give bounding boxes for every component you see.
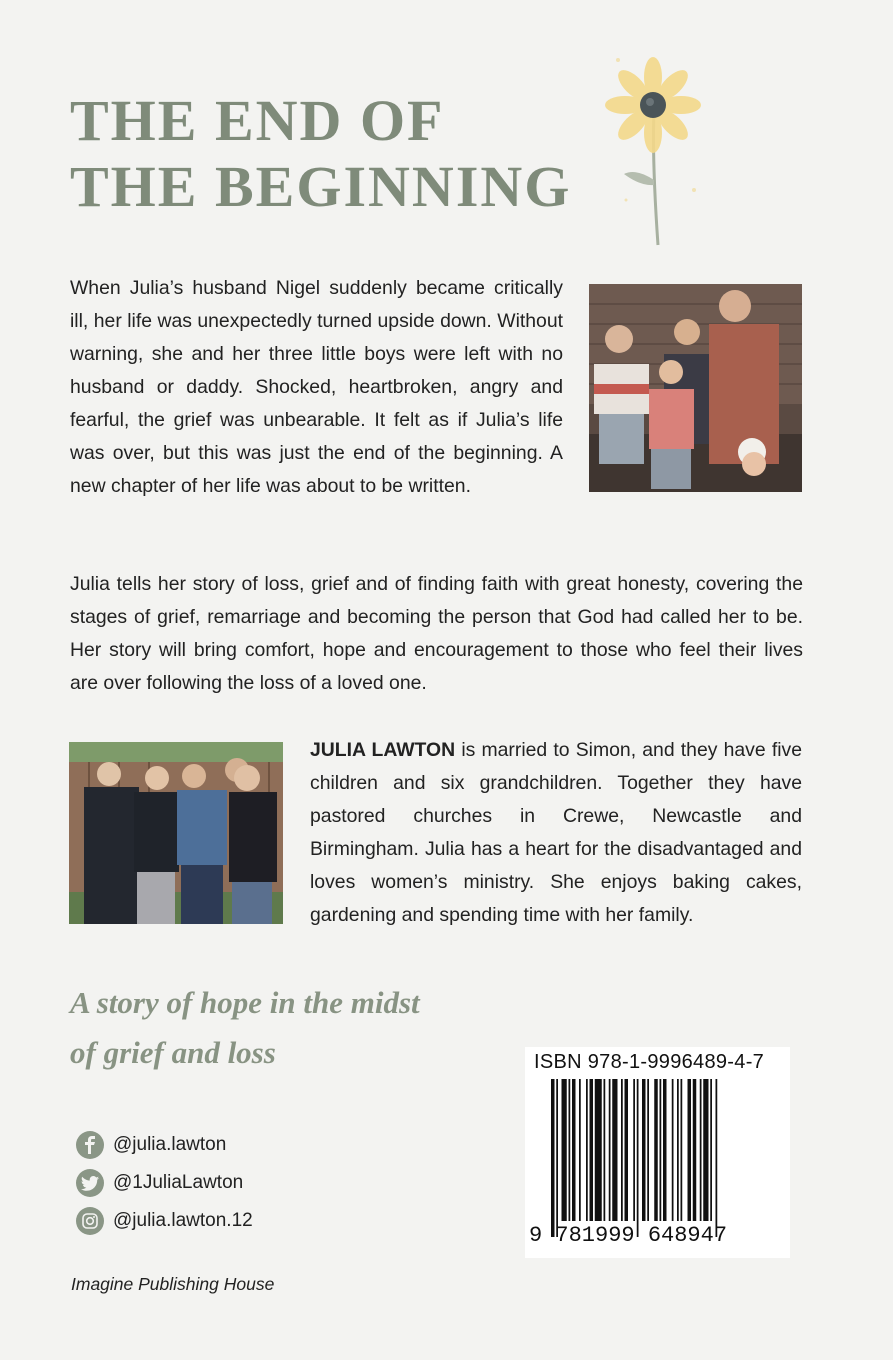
barcode-bar [633, 1079, 635, 1221]
tagline-line-1: A story of hope in the midst [70, 985, 420, 1020]
barcode-bar [609, 1079, 611, 1221]
instagram-handle: @julia.lawton.12 [113, 1210, 253, 1231]
barcode-bar [660, 1079, 662, 1221]
barcode-bar [677, 1079, 679, 1221]
barcode-bar [572, 1079, 576, 1221]
barcode-bar [556, 1079, 558, 1237]
intro-paragraph: When Julia’s husband Nigel suddenly became critically ill, her life was unexpectedly turned upside down. Without warning, she and her three little boys were left with no husband or daddy. Shocked, heartbroken, angry and fearful, the grief was unbearable. It felt as if Julia’s life was over, but this was just the end of the beginning. A new chapter of her life was about to be written. [70, 277, 563, 497]
barcode-bar [672, 1079, 674, 1221]
family-photo-recent [69, 742, 283, 924]
social-links [76, 1126, 253, 1240]
barcode-bar [595, 1079, 602, 1221]
tagline-line-2: of grief and loss [70, 1035, 276, 1070]
barcode-bar [612, 1079, 617, 1221]
barcode-bar [663, 1079, 667, 1221]
twitter-icon [76, 1169, 104, 1197]
barcode-bar [637, 1079, 639, 1237]
barcode-bar [562, 1079, 567, 1221]
barcode-bar [647, 1079, 649, 1221]
barcode-bars [551, 1079, 766, 1239]
barcode-bar [569, 1079, 571, 1221]
title-line-1: THE END OF [70, 88, 445, 153]
facebook-handle: @julia.lawton [113, 1134, 227, 1155]
barcode-bar [703, 1079, 708, 1221]
social-twitter[interactable] [76, 1164, 253, 1202]
barcode-bar [693, 1079, 697, 1221]
barcode-bar [681, 1079, 683, 1221]
barcode-bar [642, 1079, 646, 1221]
book-title [70, 88, 571, 220]
tagline [70, 978, 420, 1078]
barcode-bar [621, 1079, 623, 1221]
isbn-barcode [525, 1047, 790, 1258]
author-name: JULIA LAWTON [310, 739, 456, 761]
social-facebook[interactable] [76, 1126, 253, 1164]
author-bio [310, 734, 802, 932]
barcode-bar [590, 1079, 594, 1221]
title-line-2: THE BEGINNING [70, 154, 572, 219]
publisher-name: Imagine Publishing House [71, 1274, 275, 1294]
barcode-bar [625, 1079, 629, 1221]
isbn-label: ISBN 978-1-9996489-4-7 [534, 1051, 765, 1073]
story-paragraph: Julia tells her story of loss, grief and of finding faith with great honesty, covering the stages of grief, remarriage and becoming the person that God had called her to be. Her story will bring comfort, hope and encouragement to those who feel their lives are over following the loss of a loved one. [70, 573, 803, 694]
barcode-bar [710, 1079, 712, 1221]
social-instagram[interactable] [76, 1202, 253, 1240]
twitter-handle: @1JuliaLawton [113, 1172, 244, 1193]
sunflower-illustration [596, 40, 716, 255]
barcode-bar [700, 1079, 702, 1221]
family-photo-vintage [589, 284, 802, 492]
barcode-bar [579, 1079, 581, 1221]
barcode-bar [586, 1079, 588, 1221]
instagram-icon [76, 1207, 104, 1235]
barcode-bar [688, 1079, 692, 1221]
barcode-bar [604, 1079, 606, 1221]
author-bio-text: is married to Simon, and they have five children and six grandchildren. Together they have pastored churches in Crewe, Newcastle and Birmingham. Julia has a heart for the disadvantaged and loves women’s ministry. She enjoys baking cakes, gardening and spending time with her family. [310, 739, 802, 926]
facebook-icon [76, 1131, 104, 1159]
barcode-bar [654, 1079, 658, 1221]
isbn-digits: 9 781999 648947 [529, 1223, 728, 1248]
barcode-bar [551, 1079, 555, 1237]
barcode-bar [716, 1079, 718, 1237]
